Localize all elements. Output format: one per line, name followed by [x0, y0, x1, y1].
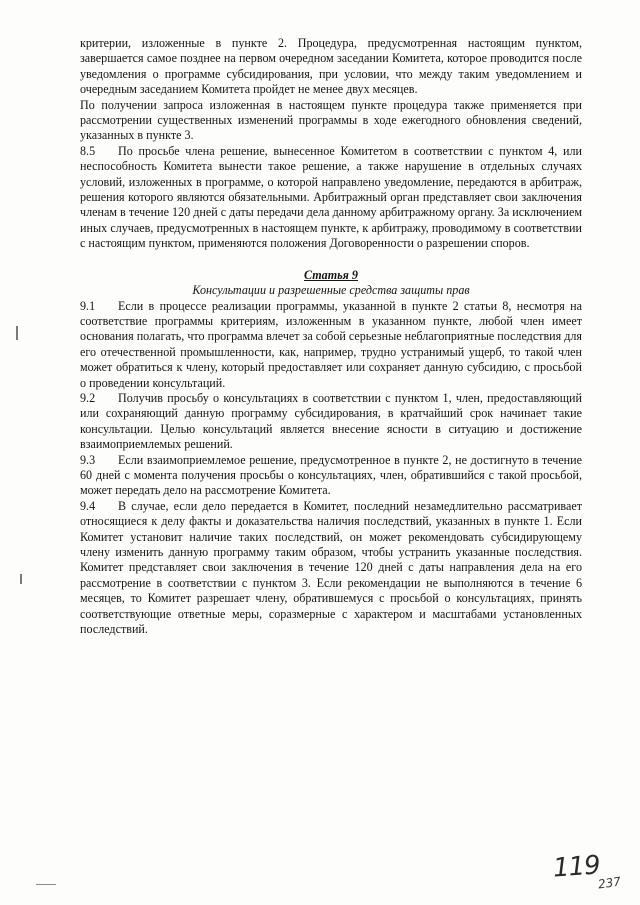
- handwritten-sheet-number: 237: [597, 874, 622, 892]
- clause-9-1: [80, 299, 582, 391]
- clause-text: В случае, если дело передается в Комитет, последний незамедлительно рассматривает относящиеся к делу факты и доказательства наличия последствий, указанных в пункте 1. Если Комитет установит наличие таких последствий, он может рекомендовать субсидирующему члену изменить данную программу таким образом, чтобы устранить указанные последствия. Комитет представляет свои заключения в течение 120 дней с даты направления дела на его рассмотрение в соответствии с пунктом 3. Если рекомендации не выполняются в течение 6 месяцев, то Комитет разрешает члену, обратившемуся с просьбой о консультациях, принять соответствующие ответные меры, соразмерные с характером и масштабами установленных последствий.: [80, 498, 582, 637]
- scan-mark-left-lower: [20, 574, 22, 584]
- clause-text: Получив просьбу о консультациях в соответствии с пунктом 1, член, предоставляющий или сохраняющий данную программу субсидирования, в кратчайший срок начинает такие консультации. Целью консультаций является внесение ясности в ситуацию и достижение взаимоприемлемых решений.: [80, 390, 582, 452]
- clause-9-4: [80, 499, 582, 638]
- clause-number: 9.1: [80, 298, 96, 313]
- opening-paragraph: критерии, изложенные в пункте 2. Процедура, предусмотренная настоящим пунктом, завершается самое позднее на первом очередном заседании Комитета, которое проводится после уведомления о программе субсидирования, при условии, что между таким уведомлением и очередным заседанием Комитета пройдет не менее двух месяцев.: [80, 36, 582, 97]
- clause-8-5: [80, 144, 582, 252]
- handwritten-page-number: 119: [552, 850, 601, 884]
- paragraph-procedure-application: По получении запроса изложенная в настоящем пункте процедура также применяется при рассмотрении существенных изменений программы в ходе ежегодного обновления сведений, указанных в пункте 3.: [80, 97, 582, 143]
- clause-text: Если взаимоприемлемое решение, предусмотренное в пункте 2, не достигнуто в течение 60 дней с момента получения просьбы о консультациях, член, обратившийся с такой просьбой, может передать дело на рассмотрение Комитета.: [80, 452, 582, 498]
- clause-number: 8.5: [80, 143, 96, 158]
- document-body: [80, 36, 582, 637]
- clause-number: 9.2: [80, 390, 96, 405]
- clause-number: 9.3: [80, 452, 96, 467]
- clause-text: Если в процессе реализации программы, указанной в пункте 2 статьи 8, несмотря на соответствие программы критериям, изложенным в указанном пункте, любой член имеет основания полагать, что программа влечет за собой серьезные неблагоприятные последствия для его отечественной промышленности, как, например, трудно устранимый ущерб, то такой член может обратиться к члену, который предоставляет или сохраняет данную субсидию, с просьбой о проведении консультаций.: [80, 298, 582, 390]
- clause-number: 9.4: [80, 498, 96, 513]
- article-title: Статья 9: [304, 267, 358, 282]
- clause-text: По просьбе члена решение, вынесенное Комитетом в соответствии с пунктом 4, или неспособность Комитета вынести такое решение, а также нарушение в отдельных случаях условий, изложенных в программе, о которой направлено уведомление, передаются в арбитраж, решения которого являются обязательными. Арбитражный орган представляет свои заключения членам в течение 120 дней с даты передачи дела данному арбитражному органу. За исключением иных случаев, предусмотренных в настоящем пункте, к арбитражу, проводимому в соответствии с настоящим пунктом, применяются положения Договоренности о разрешении споров.: [80, 143, 582, 251]
- clause-9-3: [80, 453, 582, 499]
- article-subtitle: Консультации и разрешенные средства защиты прав: [192, 283, 470, 298]
- scan-mark-left-upper: [16, 326, 18, 340]
- scan-mark-bottom-left: [36, 884, 56, 885]
- clause-9-2: [80, 391, 582, 453]
- article-heading: [80, 268, 582, 299]
